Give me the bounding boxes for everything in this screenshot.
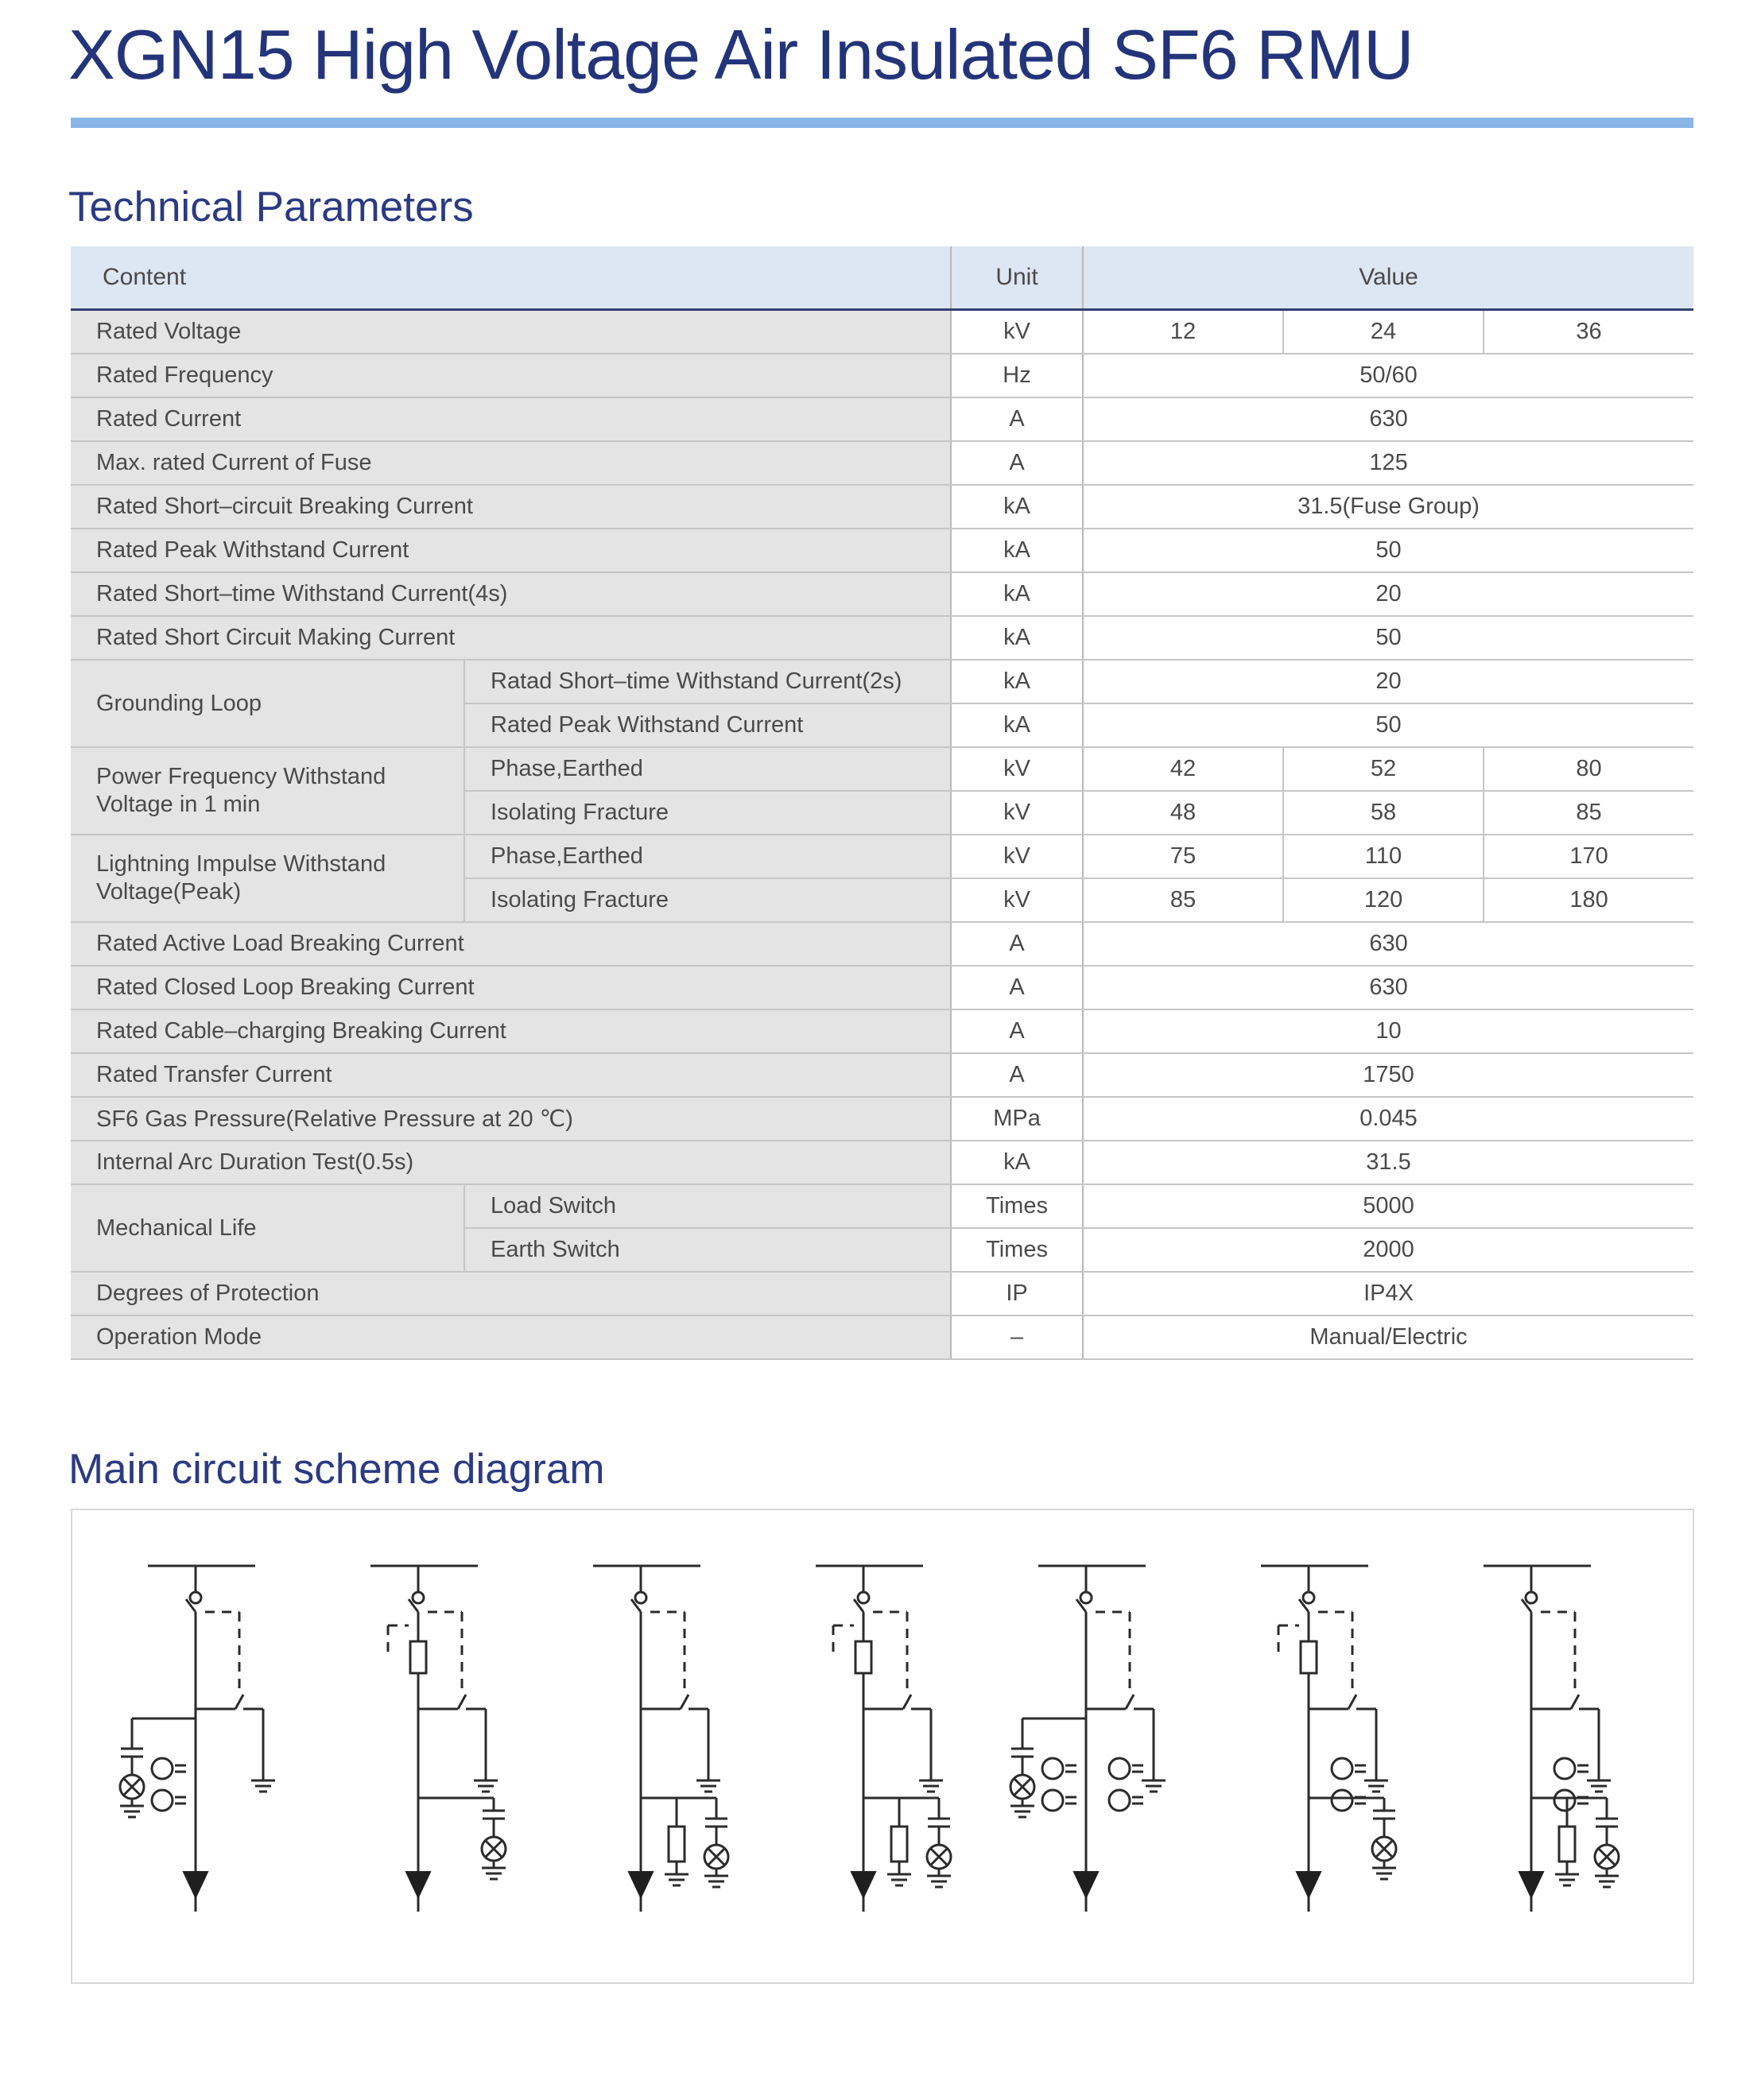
row-unit: kA (951, 1141, 1083, 1184)
table-row (71, 354, 1693, 397)
row-unit: A (951, 397, 1083, 441)
table-row (71, 922, 1693, 966)
row-value-36kv: 180 (1484, 878, 1693, 922)
row-sublabel: Isolating Fracture (464, 791, 951, 835)
row-sublabel: Phase,Earthed (464, 835, 951, 878)
table-row (71, 1053, 1693, 1097)
row-value: 0.045 (1083, 1097, 1693, 1141)
table-row (71, 616, 1693, 660)
table-row (71, 1315, 1693, 1359)
circuit-scheme-5 (1010, 1566, 1166, 1912)
row-value-24kv: 52 (1283, 747, 1484, 791)
row-value: 31.5(Fuse Group) (1083, 485, 1693, 529)
row-value-12kv: 12 (1083, 310, 1283, 355)
row-sublabel: Ratad Short–time Withstand Current(2s) (464, 660, 951, 703)
row-label: Rated Short Circuit Making Current (71, 616, 951, 660)
row-unit: kA (951, 660, 1083, 703)
row-label: SF6 Gas Pressure(Relative Pressure at 20 ℃) (71, 1097, 951, 1141)
row-value: 630 (1083, 397, 1693, 441)
table-row (71, 572, 1693, 616)
table-row (71, 1141, 1693, 1184)
row-unit: kA (951, 616, 1083, 660)
row-label: Rated Peak Withstand Current (71, 529, 951, 572)
table-row (71, 1184, 1693, 1228)
page-title: XGN15 High Voltage Air Insulated SF6 RMU (68, 15, 1414, 94)
row-unit: A (951, 1009, 1083, 1053)
table-row (71, 966, 1693, 1009)
row-label: Rated Current (71, 397, 951, 441)
table-row (71, 529, 1693, 572)
circuit-scheme-7 (1484, 1566, 1619, 1912)
table-row (71, 310, 1693, 355)
row-unit: kV (951, 835, 1083, 878)
table-row (71, 397, 1693, 441)
group-label-mechanical-life: Mechanical Life (71, 1184, 464, 1272)
row-unit: kV (951, 791, 1083, 835)
row-unit: kV (951, 310, 1083, 355)
row-value: 630 (1083, 922, 1693, 966)
circuit-scheme-1 (120, 1566, 275, 1912)
header-unit: Unit (951, 246, 1083, 310)
section-heading-technical-parameters: Technical Parameters (68, 184, 474, 231)
row-unit: kA (951, 572, 1083, 616)
row-unit: Times (951, 1228, 1083, 1272)
row-unit: A (951, 922, 1083, 966)
header-content: Content (71, 246, 951, 310)
table-row (71, 441, 1693, 485)
group-label-lightning-impulse: Lightning Impulse Withstand Voltage(Peak) (71, 835, 464, 922)
circuit-diagram-frame (71, 1509, 1694, 1984)
table-row (71, 1272, 1693, 1315)
table-header-row (71, 246, 1693, 310)
row-value: 31.5 (1083, 1141, 1693, 1184)
row-sublabel: Load Switch (464, 1184, 951, 1228)
row-label: Max. rated Current of Fuse (71, 441, 951, 485)
row-value: 10 (1083, 1009, 1693, 1053)
row-value: 50 (1083, 703, 1693, 747)
table-row (71, 485, 1693, 529)
row-value: 5000 (1083, 1184, 1693, 1228)
row-value: 20 (1083, 572, 1693, 616)
row-label: Internal Arc Duration Test(0.5s) (71, 1141, 951, 1184)
row-unit: kV (951, 747, 1083, 791)
row-value: Manual/Electric (1083, 1315, 1693, 1359)
group-label-power-frequency: Power Frequency Withstand Voltage in 1 min (71, 747, 464, 835)
row-value-24kv: 110 (1283, 835, 1484, 878)
table-row (71, 747, 1693, 791)
row-sublabel: Phase,Earthed (464, 747, 951, 791)
row-value-12kv: 75 (1083, 835, 1283, 878)
row-value: IP4X (1083, 1272, 1693, 1315)
row-value-12kv: 48 (1083, 791, 1283, 835)
row-value-12kv: 42 (1083, 747, 1283, 791)
technical-parameters-table (71, 246, 1693, 1360)
row-value-24kv: 58 (1283, 791, 1484, 835)
circuit-scheme-diagram (72, 1510, 1693, 1982)
table-row (71, 835, 1693, 878)
header-value: Value (1083, 246, 1693, 310)
row-value-36kv: 36 (1484, 310, 1693, 355)
row-value: 50/60 (1083, 354, 1693, 397)
section-heading-circuit-diagram: Main circuit scheme diagram (68, 1446, 605, 1493)
row-sublabel: Rated Peak Withstand Current (464, 703, 951, 747)
row-value: 630 (1083, 966, 1693, 1009)
row-value-24kv: 120 (1283, 878, 1484, 922)
circuit-scheme-4 (816, 1566, 951, 1912)
row-unit: IP (951, 1272, 1083, 1315)
row-label: Rated Short–time Withstand Current(4s) (71, 572, 951, 616)
table-row (71, 1097, 1693, 1141)
row-unit: Times (951, 1184, 1083, 1228)
row-unit: A (951, 966, 1083, 1009)
row-value: 50 (1083, 529, 1693, 572)
row-value: 1750 (1083, 1053, 1693, 1097)
row-sublabel: Earth Switch (464, 1228, 951, 1272)
row-value: 20 (1083, 660, 1693, 703)
row-value-36kv: 85 (1484, 791, 1693, 835)
row-unit: A (951, 441, 1083, 485)
row-value: 2000 (1083, 1228, 1693, 1272)
row-value: 50 (1083, 616, 1693, 660)
row-value-24kv: 24 (1283, 310, 1484, 355)
row-label: Rated Short–circuit Breaking Current (71, 485, 951, 529)
table-row (71, 1009, 1693, 1053)
row-label: Rated Transfer Current (71, 1053, 951, 1097)
row-value: 125 (1083, 441, 1693, 485)
row-label: Rated Active Load Breaking Current (71, 922, 951, 966)
row-unit: MPa (951, 1097, 1083, 1141)
circuit-scheme-2 (370, 1566, 506, 1912)
circuit-scheme-3 (593, 1566, 728, 1912)
title-rule (71, 118, 1693, 128)
row-unit: kV (951, 878, 1083, 922)
row-unit: kA (951, 485, 1083, 529)
row-sublabel: Isolating Fracture (464, 878, 951, 922)
row-value-36kv: 170 (1484, 835, 1693, 878)
row-label: Rated Cable–charging Breaking Current (71, 1009, 951, 1053)
row-unit: Hz (951, 354, 1083, 397)
row-unit: kA (951, 529, 1083, 572)
row-value-12kv: 85 (1083, 878, 1283, 922)
row-label: Rated Voltage (71, 310, 951, 355)
row-unit: A (951, 1053, 1083, 1097)
row-label: Rated Closed Loop Breaking Current (71, 966, 951, 1009)
row-unit: – (951, 1315, 1083, 1359)
row-label: Rated Frequency (71, 354, 951, 397)
table-row (71, 660, 1693, 703)
row-label: Operation Mode (71, 1315, 951, 1359)
circuit-scheme-6 (1261, 1566, 1396, 1912)
row-unit: kA (951, 703, 1083, 747)
row-label: Degrees of Protection (71, 1272, 951, 1315)
group-label-grounding-loop: Grounding Loop (71, 660, 464, 747)
row-value-36kv: 80 (1484, 747, 1693, 791)
